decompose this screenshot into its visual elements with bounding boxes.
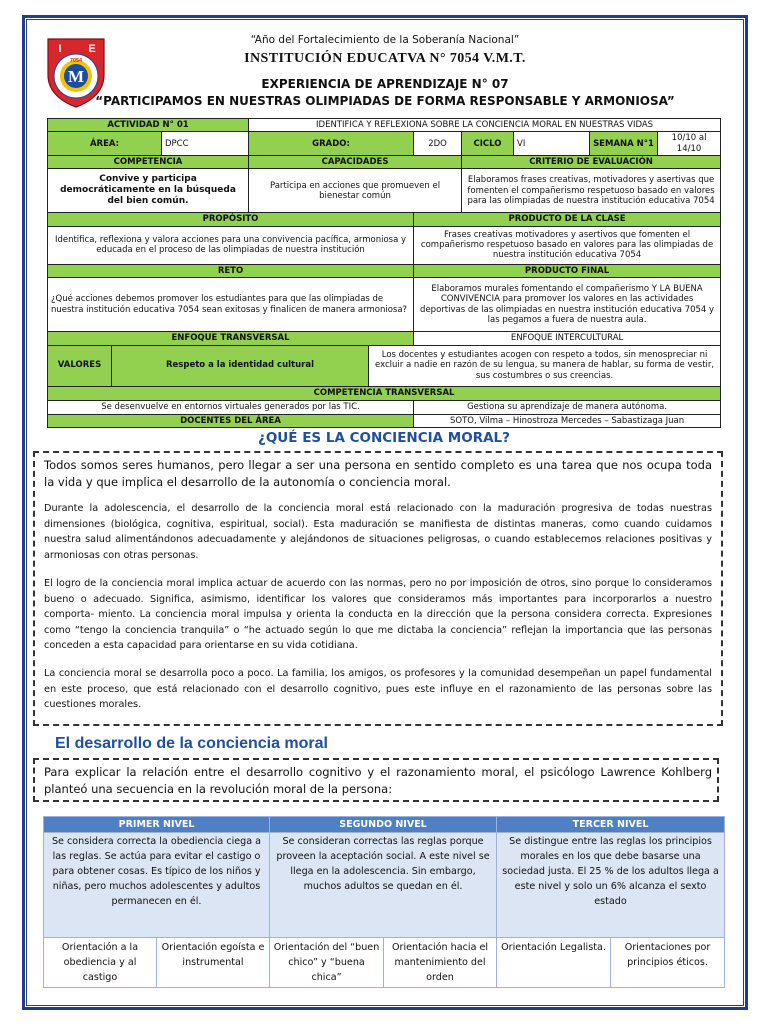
- capacidades-value: Participa en acciones que promueven el bienestar común: [249, 169, 462, 213]
- producto-clase-value: Frases creativas motivadores y asertivos que fomenten el compañerismo respetuoso basado en valores para las olimpiadas de nuestra institución educativa 7054: [414, 226, 721, 264]
- logo-letter: M: [67, 67, 85, 86]
- logo-initial-i: I: [58, 43, 62, 55]
- kohlberg-intro: Para explicar la relación entre el desarrollo cognitivo y el razonamiento moral, el psicólogo Lawrence Kohlberg planteó una secuencia en la revolución moral de la persona:: [44, 765, 712, 796]
- grado-value: 2DO: [414, 132, 462, 156]
- enfoque-header: ENFOQUE TRANSVERSAL: [48, 332, 414, 345]
- paragraph-3: El logro de la conciencia moral implica actuar de acuerdo con las normas, pero no por imposición de otros, sino porque lo consideramos bueno o adecuado. Significa, asimismo, identificar los valores que consideramos más importantes para incorporarlos a nuestro comporta- miento. La conciencia moral impulsa y orienta la conducta en la dirección que la persona considera correcta. Expresiones como “tengo la conciencia tranquila” o “he actuado según lo que me dictaba la conciencia” reflejan la importancia que las personas conceden a esta capacidad para orientarse en su vida cotidiana.: [44, 578, 712, 651]
- proposito-value: Identifica, reflexiona y valora acciones para una convivencia pacífica, armoniosa y educada en el proceso de las olimpiadas de nuestra institución: [48, 226, 414, 264]
- capacidades-header: CAPACIDADES: [249, 156, 462, 169]
- grado-label: GRADO:: [249, 132, 414, 156]
- experience-title: EXPERIENCIA DE APRENDIZAJE N° 07: [261, 77, 509, 91]
- producto-final-value: Elaboramos murales fomentando el compañerismo Y LA BUENA CONVIVENCIA para promover los valores en las actividades deportivas de las olimpiadas en nuestra institución educativa 7054 y las pegamos a fuera de nuestra aula.: [414, 278, 721, 332]
- section-title-conciencia-moral: ¿QUÉ ES LA CONCIENCIA MORAL?: [258, 430, 510, 446]
- level-2-description: Se consideran correctas las reglas porque proveen la aceptación social. A este nivel se llega en la adolescencia. Sin embargo, muchos adultos se quedan en él.: [270, 833, 497, 938]
- level-1-orientation-1: Orientación a la obediencia y al castigo: [44, 938, 157, 988]
- area-value: DPCC: [162, 132, 249, 156]
- level-3-header: TERCER NIVEL: [497, 817, 725, 833]
- logo-initial-e: E: [88, 43, 96, 55]
- area-label: ÁREA:: [48, 132, 162, 156]
- valores-description: Los docentes y estudiantes acogen con respeto a todos, sin menospreciar ni excluir a nadie en razón de su lengua, su manera de hablar, su forma de vestir, sus costumbres o sus creencias.: [369, 345, 721, 386]
- producto-final-header: PRODUCTO FINAL: [414, 264, 721, 277]
- enfoque-value: ENFOQUE INTERCULTURAL: [414, 332, 721, 345]
- competencia-header: COMPETENCIA: [48, 156, 249, 169]
- valores-value: Respeto a la identidad cultural: [112, 345, 369, 386]
- school-name: INSTITUCIÓN EDUCATVA N° 7054 V.M.T.: [244, 51, 526, 66]
- reto-header: RETO: [48, 264, 414, 277]
- level-2-orientation-1: Orientación del “buen chico” y “buena chica”: [270, 938, 384, 988]
- competencia-value: Convive y participa democráticamente en la búsqueda del bien común.: [48, 169, 249, 213]
- level-2-header: SEGUNDO NIVEL: [270, 817, 497, 833]
- docentes-value: SOTO, Vilma – Hinostroza Mercedes – Sabastizaga Juan: [414, 414, 721, 427]
- level-1-description: Se considera correcta la obediencia ciega a las reglas. Se actúa para evitar el castigo o para obtener cosas. Es típico de los niños y niñas, pero muchos adolescentes y adultos permanecen en él.: [44, 833, 270, 938]
- level-3-description: Se distingue entre las reglas los principios morales en los que debe basarse una sociedad justa. El 25 % de los adultos llega a este nivel y solo un 6% alcanza el sexto estado: [497, 833, 725, 938]
- docentes-header: DOCENTES DEL ÁREA: [48, 414, 414, 427]
- activity-info-table: [47, 118, 721, 428]
- kohlberg-levels-table: [43, 816, 725, 988]
- semana-label: SEMANA N°1: [590, 132, 658, 156]
- ciclo-value: VI: [514, 132, 590, 156]
- level-1-header: PRIMER NIVEL: [44, 817, 270, 833]
- level-1-orientation-2: Orientación egoísta e instrumental: [157, 938, 270, 988]
- competencia-transversal-1: Se desenvuelve en entornos virtuales generados por las TIC.: [48, 400, 414, 414]
- paragraph-4: La conciencia moral se desarrolla poco a poco. La familia, los amigos, os profesores y la comunidad desempeñan un papel fundamental en este proceso, que está relacionado con el desarrollo cognitivo, pues este influye en el razonamiento de las personas sobre las cuestiones morales.: [44, 668, 712, 710]
- experience-phrase: “PARTICIPAMOS EN NUESTRAS OLIMPIADAS DE FORMA RESPONSABLE Y ARMONIOSA”: [95, 94, 675, 108]
- proposito-header: PROPÓSITO: [48, 213, 414, 226]
- logo-number: 7054: [69, 58, 83, 64]
- actividad-label: ACTIVIDAD N° 01: [48, 119, 249, 132]
- competencia-transversal-2: Gestiona su aprendizaje de manera autónoma.: [414, 400, 721, 414]
- producto-clase-header: PRODUCTO DE LA CLASE: [414, 213, 721, 226]
- level-3-orientation-1: Orientación Legalista.: [497, 938, 611, 988]
- criterio-header: CRITERIO DE EVALUACIÓN: [462, 156, 721, 169]
- paragraph-2: Durante la adolescencia, el desarrollo de la conciencia moral está relacionado con la maduración progresiva de todas nuestras dimensiones (biológica, cognitiva, espiritual, social). Esta maduración se manifiesta de distintas maneras, como cuando cuidamos nuestra salud alimentándonos adecuadamente y alejándonos de situaciones peligrosas, o cuando establecemos relaciones positivas y armoniosas con otras personas.: [44, 503, 712, 561]
- semana-value: 10/10 al 14/10: [658, 132, 721, 156]
- valores-label: VALORES: [48, 345, 112, 386]
- paragraph-1: Todos somos seres humanos, pero llegar a ser una persona en sentido completo es una tarea que nos ocupa toda la vida y que implica el desarrollo de la autonomía o conciencia moral.: [44, 458, 712, 489]
- national-motto: “Año del Fortalecimiento de la Soberanía Nacional”: [250, 34, 520, 46]
- level-3-orientation-2: Orientaciones por principios éticos.: [611, 938, 725, 988]
- criterio-value: Elaboramos frases creativas, motivadores y asertivas que fomenten el compañerismo respetuoso basado en valores para las olimpiadas de nuestra institución educativa 7054: [462, 169, 721, 213]
- section-title-desarrollo: El desarrollo de la conciencia moral: [55, 735, 328, 752]
- actividad-value: IDENTIFICA Y REFLEXIONA SOBRE LA CONCIENCIA MORAL EN NUESTRAS VIDAS: [249, 119, 721, 132]
- reto-value: ¿Qué acciones debemos promover los estudiantes para que las olimpiadas de nuestra institución educativa 7054 sean exitosas y finalicen de manera armoniosa?: [48, 278, 414, 332]
- competencia-transversal-header: COMPETENCIA TRANSVERSAL: [48, 386, 721, 400]
- level-2-orientation-2: Orientación hacia el mantenimiento del orden: [384, 938, 497, 988]
- ciclo-label: CICLO: [462, 132, 514, 156]
